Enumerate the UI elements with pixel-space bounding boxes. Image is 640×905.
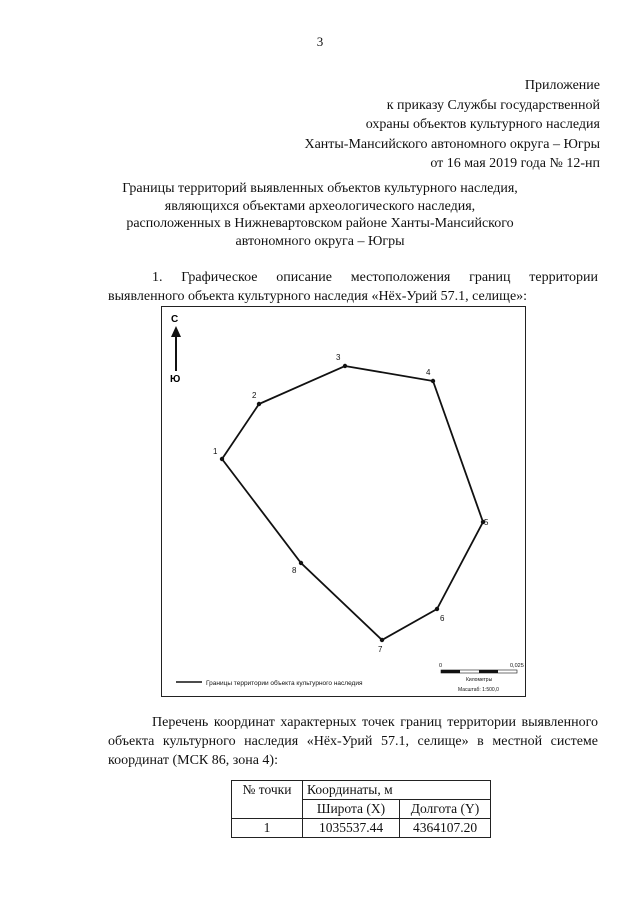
map-legend: [176, 679, 363, 687]
scale-bar: [439, 663, 524, 693]
south-label: Ю: [170, 374, 181, 385]
cell-longitude: 4364107.20: [400, 819, 491, 838]
graphic-description-paragraph: 1. Графическое описание местоположения границ территории выявленного объекта культурного наследия «Нёх-Урий 57.1, селище»:: [108, 270, 598, 304]
header-coordinates: Координаты, м: [303, 781, 491, 800]
scale-bar-seg-1: [441, 670, 460, 673]
boundary-point-1: [220, 457, 224, 461]
point-label-6: 6: [440, 614, 445, 623]
boundary-point-6: [435, 607, 439, 611]
appendix-service: охраны объектов культурного наследия: [365, 117, 600, 132]
appendix-date-number: от 16 мая 2019 года № 12-нп: [430, 156, 600, 171]
point-label-8: 8: [292, 566, 297, 575]
heading-line-4: автономного округа – Югры: [235, 233, 405, 249]
territory-boundary: [222, 366, 483, 640]
cell-point-number: 1: [232, 819, 303, 838]
scale-ratio-label: Масштаб: 1:500,0: [458, 687, 499, 693]
north-arrow: [170, 314, 181, 385]
point-label-7: 7: [378, 645, 383, 654]
heading-line-3: расположенных в Нижневартовском районе Ханты-Мансийского: [126, 216, 514, 231]
table-row: [232, 819, 491, 838]
point-label-4: 4: [426, 368, 431, 377]
scale-max-label: 0,025: [510, 663, 524, 669]
heading-line-1: Границы территорий выявленных объектов культурного наследия,: [122, 181, 518, 196]
coordinates-list-paragraph: Перечень координат характерных точек границ территории выявленного объекта культурного наследия «Нёх-Урий 57.1, селище» в местной системе координат (МСК 86, зона 4):: [108, 715, 598, 768]
legend-label: Границы территории объекта культурного наследия: [206, 680, 363, 687]
point-label-3: 3: [336, 353, 341, 362]
scale-unit-label: Километры: [466, 677, 493, 683]
cell-latitude: 1035537.44: [303, 819, 400, 838]
point-label-2: 2: [252, 391, 257, 400]
point-label-1: 1: [213, 447, 218, 456]
table-header-row: [232, 781, 491, 800]
boundary-point-4: [431, 379, 435, 383]
boundary-map-drawing: [162, 307, 527, 698]
appendix-region: Ханты-Мансийского автономного округа – Югры: [304, 136, 600, 152]
boundary-point-2: [257, 402, 261, 406]
scale-bar-seg-3: [479, 670, 498, 673]
appendix-title: Приложение: [524, 78, 600, 93]
appendix-block: [240, 76, 600, 174]
boundary-map: [161, 306, 526, 697]
document-heading: [60, 180, 580, 250]
scale-zero-label: 0: [439, 663, 443, 669]
appendix-order-ref: к приказу Службы государственной: [386, 97, 600, 113]
header-longitude: Долгота (Y): [400, 800, 491, 819]
page-number: 3: [316, 34, 324, 49]
heading-line-2: являющихся объектами археологического наследия,: [164, 198, 476, 214]
boundary-points: [220, 364, 485, 642]
header-point-number: № точки: [232, 781, 303, 819]
north-arrow-head: [171, 326, 181, 337]
boundary-point-7: [380, 638, 384, 642]
point-labels: [213, 353, 489, 654]
header-latitude: Широта (X): [303, 800, 400, 819]
north-label: С: [171, 314, 179, 325]
coordinates-table: [231, 780, 491, 838]
boundary-point-3: [343, 364, 347, 368]
point-label-5: 5: [484, 518, 489, 527]
boundary-point-8: [299, 561, 303, 565]
